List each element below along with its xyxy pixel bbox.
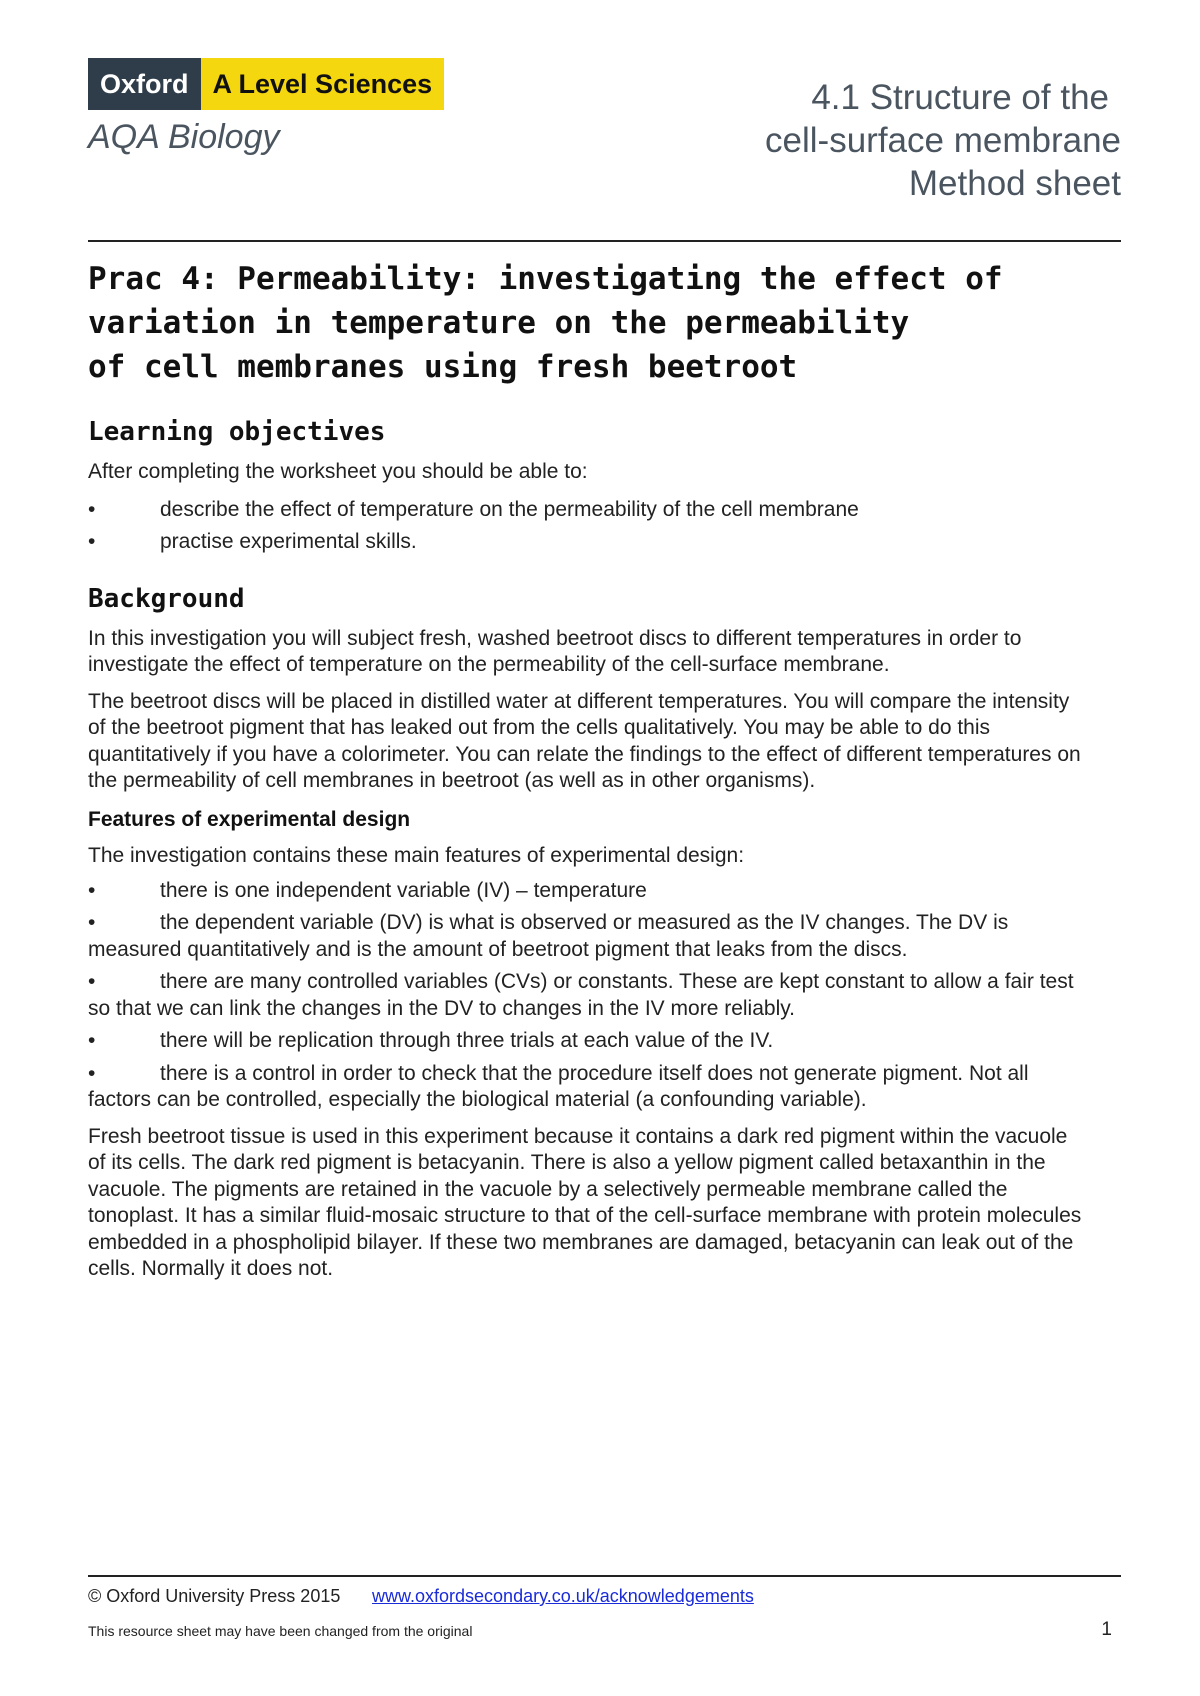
- list-item-text: there are many controlled variables (CVs) or constants. These are kept constant to allow a fair test so that we can link the changes in the DV to changes in the IV more reliably.: [88, 970, 1074, 1020]
- list-item-text: there is one independent variable (IV) – temperature: [160, 878, 647, 902]
- list-item: • the dependent variable (DV) is what is observed or measured as the IV changes. The DV is measured quantitatively and is the amount of beetroot pigment that leaks from the discs.: [88, 911, 1009, 961]
- list-item: • there will be replication through three trials at each value of the IV.: [88, 1029, 774, 1052]
- list-item-text: there will be replication through three trials at each value of the IV.: [160, 1029, 774, 1052]
- background-paragraph: The beetroot discs will be placed in distilled water at different temperatures. You will compare the intensity of the beetroot pigment that has leaked out from the cells qualitatively. You may be able to do this quantitatively if you have a colorimeter. You can relate the findings to the effect of different temperatures on the permeability of cell membranes in beetroot (as well as in other organisms).: [88, 689, 1081, 792]
- list-item: • there is a control in order to check that the procedure itself does not generate pigment. Not all factors can be controlled, especially the biological material (a confounding variable).: [88, 1061, 1029, 1111]
- practical-title-line: Prac 4: Permeability: investigating the effect of: [88, 261, 1003, 297]
- document-title: [601, 76, 1121, 205]
- main-content: [88, 252, 1088, 1283]
- oxford-brand-logo: [88, 58, 444, 110]
- background-paragraph: Fresh beetroot tissue is used in this experiment because it contains a dark red pigment within the vacuole of its cells. The dark red pigment is betacyanin. There is also a yellow pigment called betaxanthin in the vacuole. The pigments are retained in the vacuole by a selectively permeable membrane called the tonoplast. It has a similar fluid-mosaic structure to that of the cell-surface membrane with protein molecules embedded in a phospholipid bilayer. If these two membranes are damaged, betacyanin can leak out of the cells. Normally it does not.: [88, 1124, 1082, 1280]
- list-item: • practise experimental skills.: [88, 526, 1088, 558]
- list-item-text: the dependent variable (DV) is what is observed or measured as the IV changes. The DV is measured quantitatively and is the amount of beetroot pigment that leaks from the discs.: [88, 911, 1009, 961]
- document-title-line: Method sheet: [908, 164, 1121, 203]
- footer-divider: [88, 1575, 1121, 1577]
- page-number: 1: [1101, 1619, 1112, 1640]
- practical-title-line: variation in temperature on the permeability: [88, 305, 910, 341]
- objectives-list: [88, 494, 1088, 558]
- features-heading: Features of experimental design: [88, 807, 411, 831]
- acknowledgements-link[interactable]: www.oxfordsecondary.co.uk/acknowledgements: [372, 1586, 754, 1606]
- list-item: • there are many controlled variables (CVs) or constants. These are kept constant to allow a fair test so that we can link the changes in the DV to changes in the IV more reliably.: [88, 970, 1074, 1020]
- learning-objectives-heading: Learning objectives: [88, 417, 386, 447]
- practical-title: [88, 257, 1088, 389]
- subject-label: AQA Biology: [88, 118, 280, 156]
- document-title-line: cell-surface membrane: [765, 121, 1121, 160]
- list-item: • there is one independent variable (IV) – temperature: [88, 878, 647, 902]
- resource-note: This resource sheet may have been changed from the original: [88, 1623, 473, 1639]
- brand-series: A Level Sciences: [201, 58, 445, 110]
- list-item-text: there is a control in order to check that the procedure itself does not generate pigment. Not all factors can be controlled, especially the biological material (a confounding variable).: [88, 1061, 1029, 1111]
- background-paragraph: In this investigation you will subject fresh, washed beetroot discs to different temperatures in order to investigate the effect of temperature on the permeability of the cell-surface membrane.: [88, 626, 1022, 676]
- features-intro: The investigation contains these main features of experimental design:: [88, 844, 745, 867]
- document-title-line: 4.1 Structure of the: [811, 78, 1109, 117]
- list-item: • describe the effect of temperature on the permeability of the cell membrane: [88, 494, 1088, 526]
- objectives-intro: After completing the worksheet you should be able to:: [88, 460, 588, 483]
- header-divider: [88, 240, 1121, 242]
- brand-oxford: Oxford: [88, 58, 201, 110]
- background-heading: Background: [88, 583, 245, 614]
- features-list: [88, 878, 1088, 1114]
- copyright: © Oxford University Press 2015: [88, 1586, 341, 1606]
- practical-title-line: of cell membranes using fresh beetroot: [88, 349, 798, 385]
